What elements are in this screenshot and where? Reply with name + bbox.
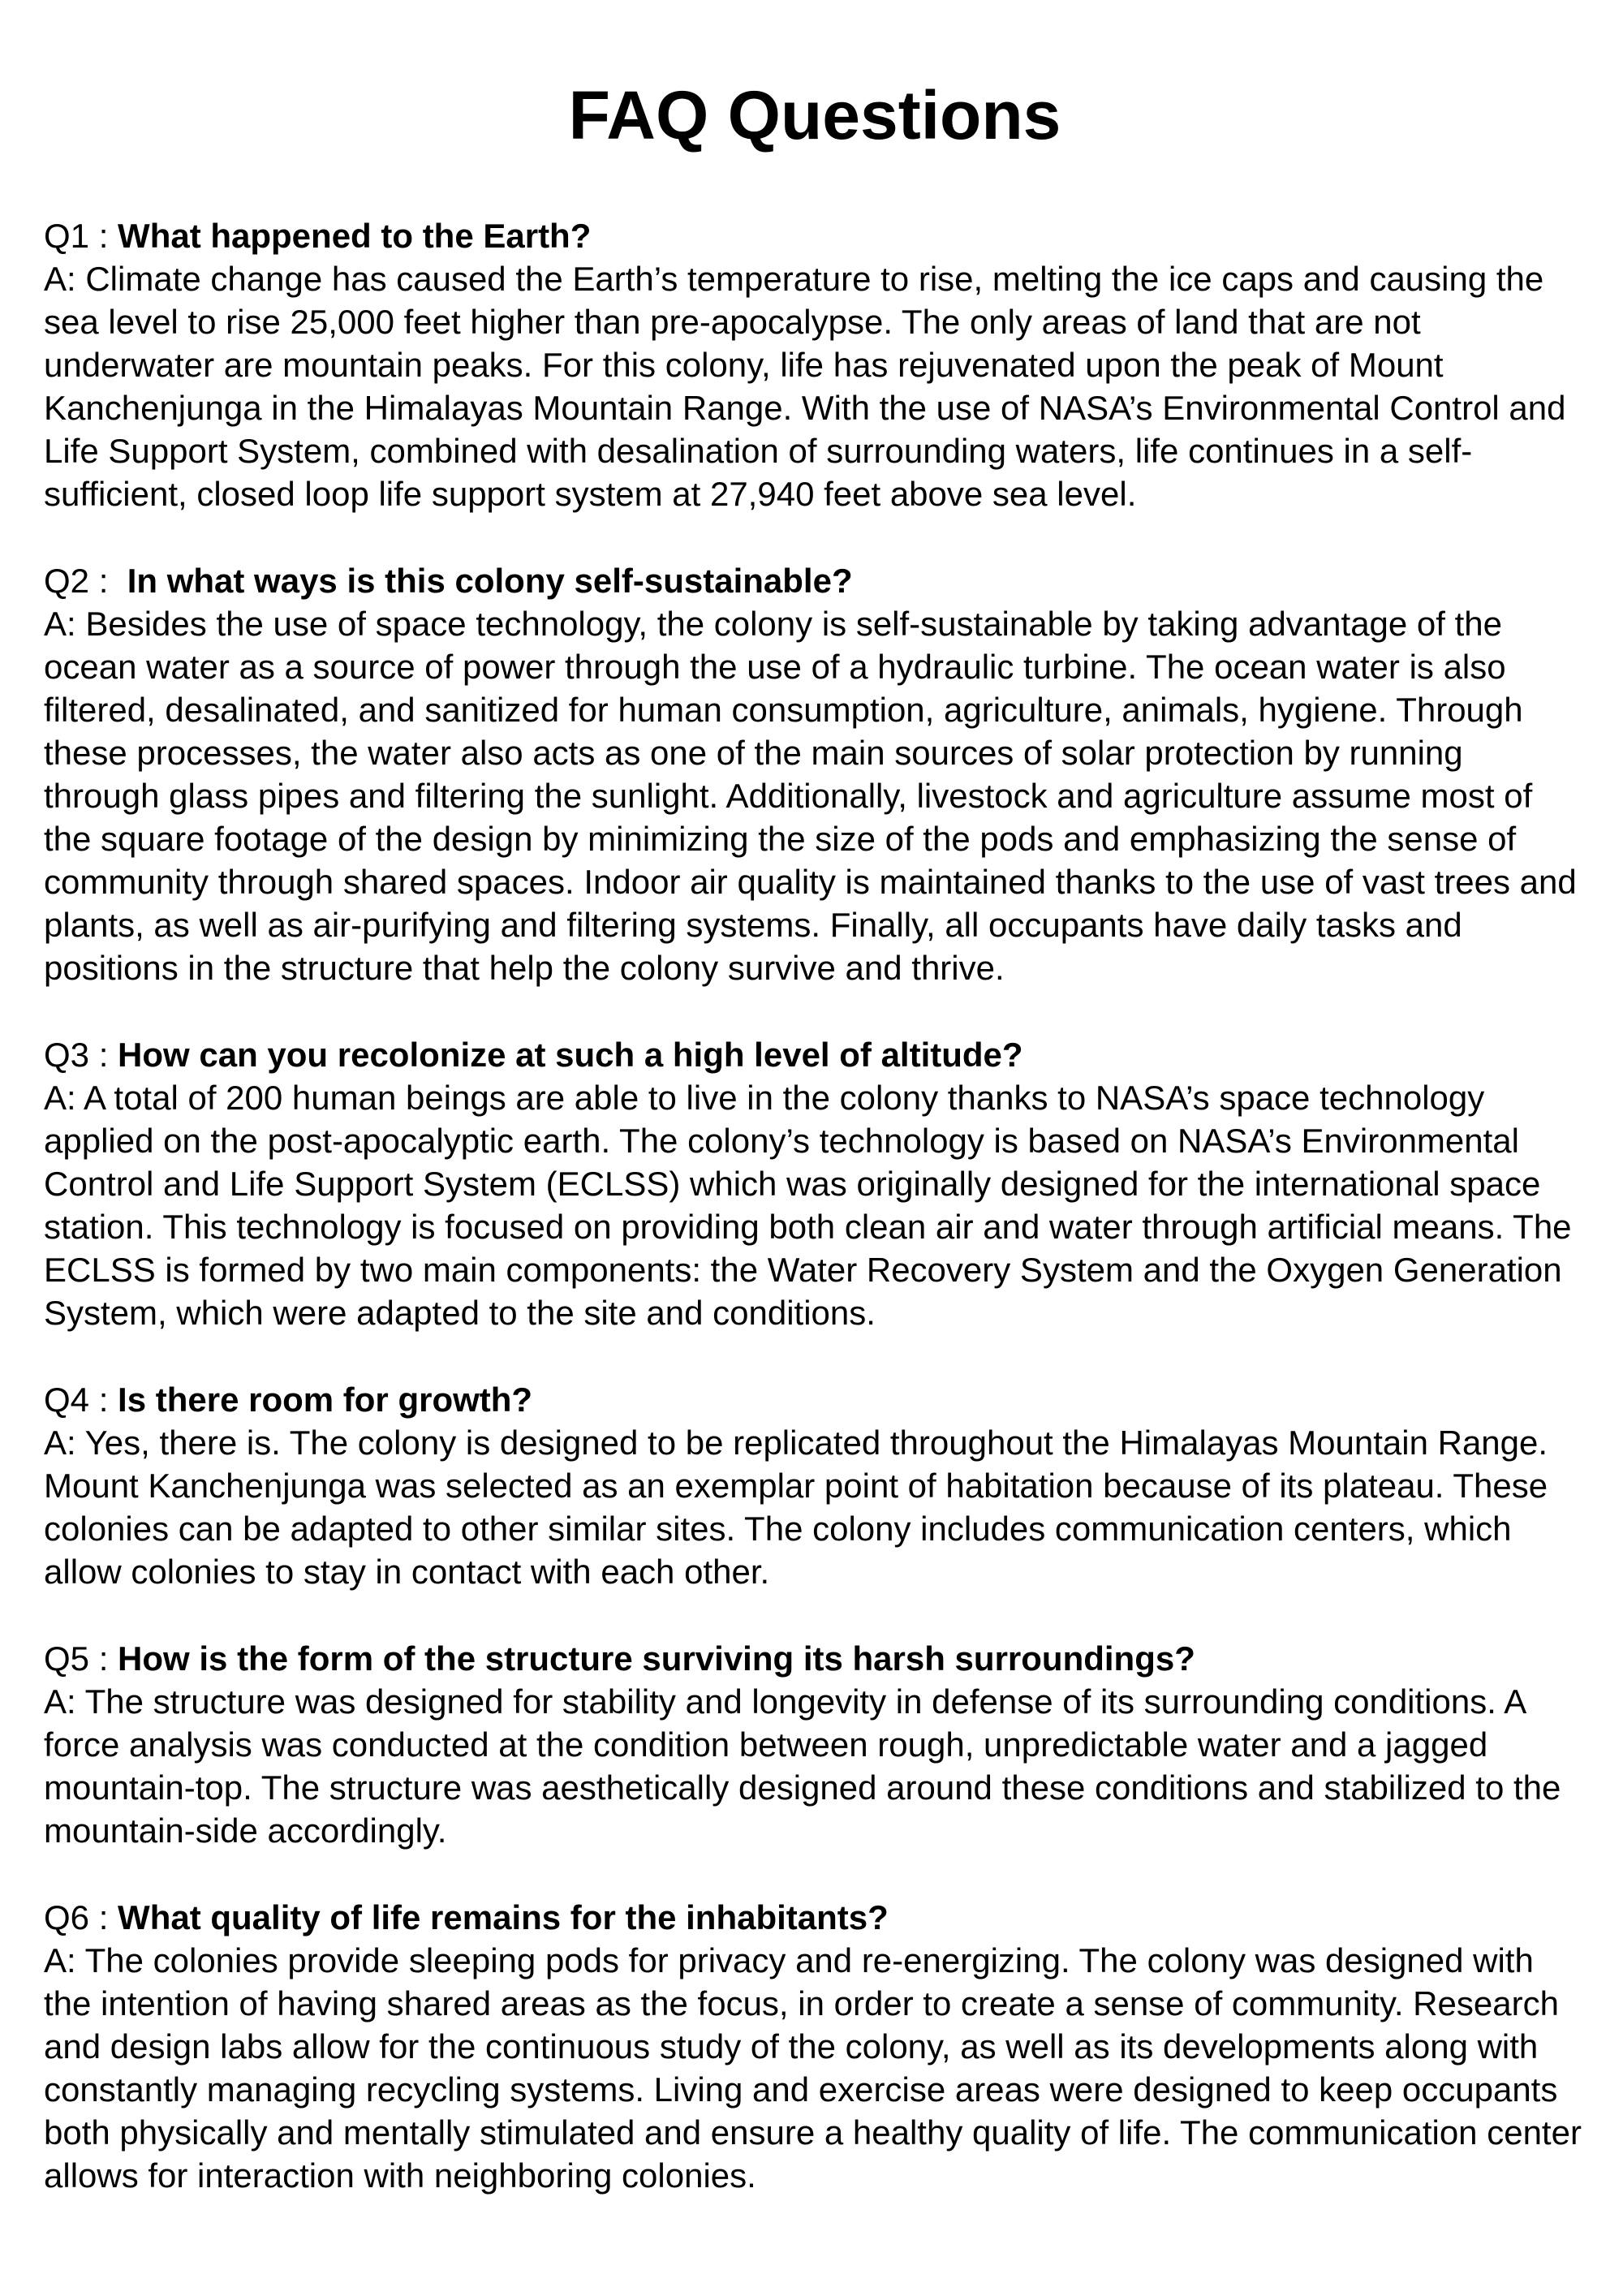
question-text: How can you recolonize at such a high level of altitude? <box>118 1036 1023 1074</box>
faq-question <box>44 1896 1586 1939</box>
question-label: Q4 <box>44 1381 90 1419</box>
question-separator: : <box>89 1381 118 1419</box>
question-label: Q3 <box>44 1036 90 1074</box>
question-separator: : <box>89 562 127 600</box>
question-text: How is the form of the structure surviving its harsh surroundings? <box>118 1639 1195 1678</box>
question-text: Is there room for growth? <box>118 1381 533 1419</box>
question-label: Q5 <box>44 1639 90 1678</box>
faq-item-q5 <box>44 1637 1586 1852</box>
faq-answer: A: Climate change has caused the Earth’s temperature to rise, melting the ice caps and causing the sea level to rise 25,000 feet higher than pre-apocalypse. The only areas of land that are not underwater are mountain peaks. For this colony, life has rejuvenated upon the peak of Mount Kanchenjunga in the Himalayas Mountain Range. With the use of NASA’s Environmental Control and Life Support System, combined with desalination of surrounding waters, life continues in a self-sufficient, closed loop life support system at 27,940 feet above sea level. <box>44 260 1566 513</box>
question-label: Q6 <box>44 1898 90 1936</box>
faq-item-q4 <box>44 1378 1586 1593</box>
faq-answer: A: The colonies provide sleeping pods for privacy and re-energizing. The colony was designed with the intention of having shared areas as the focus, in order to create a sense of community. Research and design labs allow for the continuous study of the colony, as well as its developments along with constantly managing recycling systems. Living and exercise areas were designed to keep occupants both physically and mentally stimulated and ensure a healthy quality of life. The communication center allows for interaction with neighboring colonies. <box>44 1941 1582 2195</box>
question-separator: : <box>89 1898 118 1936</box>
faq-question <box>44 1637 1586 1680</box>
faq-item-q2 <box>44 559 1586 989</box>
faq-item-q3 <box>44 1033 1586 1334</box>
question-separator: : <box>89 1036 118 1074</box>
question-text: What happened to the Earth? <box>118 217 592 255</box>
question-label: Q1 <box>44 217 90 255</box>
question-text: What quality of life remains for the inhabitants? <box>118 1898 889 1936</box>
faq-answer: A: Besides the use of space technology, the colony is self-sustainable by taking advantage of the ocean water as a source of power through the use of a hydraulic turbine. The ocean water is also filtered, desalinated, and sanitized for human consumption, agriculture, animals, hygiene. Through these processes, the water also acts as one of the main sources of solar protection by running through glass pipes and filtering the sunlight. Additionally, livestock and agriculture assume most of the square footage of the design by minimizing the size of the pods and emphasizing the sense of community through shared spaces. Indoor air quality is maintained thanks to the use of vast trees and plants, as well as air-purifying and filtering systems. Finally, all occupants have daily tasks and positions in the structure that help the colony survive and thrive. <box>44 605 1577 987</box>
faq-answer: A: A total of 200 human beings are able to live in the colony thanks to NASA’s space technology applied on the post-apocalyptic earth. The colony’s technology is based on NASA’s Environmental Control and Life Support System (ECLSS) which was originally designed for the international space station. This technology is focused on providing both clean air and water through artificial means. The ECLSS is formed by two main components: the Water Recovery System and the Oxygen Generation System, which were adapted to the site and conditions. <box>44 1079 1572 1332</box>
question-label: Q2 <box>44 562 90 600</box>
faq-answer: A: The structure was designed for stability and longevity in defense of its surrounding conditions. A force analysis was conducted at the condition between rough, unpredictable water and a jagged mountain-top. The structure was aesthetically designed around these conditions and stabilized to the mountain-side accordingly. <box>44 1682 1561 1850</box>
document-page <box>44 77 1586 2241</box>
question-separator: : <box>89 1639 118 1678</box>
faq-question <box>44 1033 1586 1076</box>
faq-answer: A: Yes, there is. The colony is designed to be replicated throughout the Himalayas Mountain Range. Mount Kanchenjunga was selected as an exemplar point of habitation because of its plateau. These colonies can be adapted to other similar sites. The colony includes communication centers, which allow colonies to stay in contact with each other. <box>44 1424 1548 1591</box>
faq-question <box>44 559 1586 602</box>
faq-question <box>44 1378 1586 1421</box>
faq-item-q6 <box>44 1896 1586 2197</box>
faq-question <box>44 214 1586 257</box>
page-title: FAQ Questions <box>568 77 1061 153</box>
question-separator: : <box>89 217 118 255</box>
faq-list <box>44 214 1586 2197</box>
question-text: In what ways is this colony self-sustainable? <box>127 562 853 600</box>
faq-item-q1 <box>44 214 1586 515</box>
